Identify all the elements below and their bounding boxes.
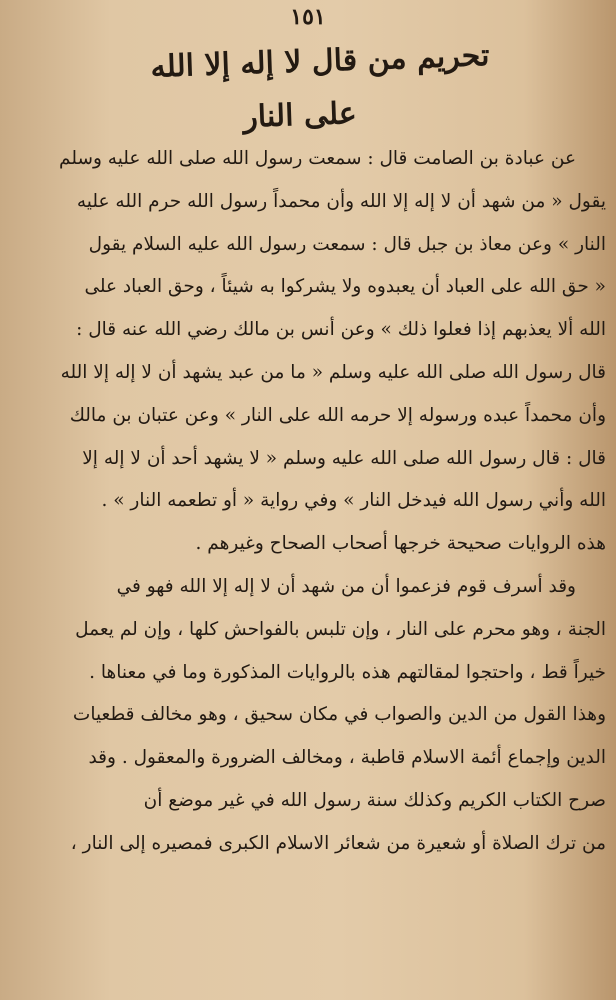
text-line: الجنة ، وهو محرم على النار ، وإن تلبس بالفواحش كلها ، وإن لم يعمل bbox=[75, 618, 606, 640]
text-line: هذه الروايات صحيحة خرجها أصحاب الصحاح وغيرهم . bbox=[195, 533, 606, 555]
chapter-heading-line1: تحريم من قال لا إله إلا الله bbox=[149, 38, 491, 85]
text-line: « حق الله على العباد أن يعبدوه ولا يشركوا به شيئاً ، وحق العباد على bbox=[84, 276, 606, 298]
text-line: الدين وإجماع أئمة الاسلام قاطبة ، ومخالف الضرورة والمعقول . وقد bbox=[88, 747, 606, 769]
text-line: الله وأني رسول الله فيدخل النار » وفي رواية « أو تطعمه النار » . bbox=[101, 490, 606, 512]
text-line: من ترك الصلاة أو شعيرة من شعائر الاسلام الكبرى فمصيره إلى النار ، bbox=[70, 832, 606, 854]
text-line: يقول « من شهد أن لا إله إلا الله وأن محمداً رسول الله حرم الله عليه bbox=[76, 190, 606, 212]
text-line: الله ألا يعذبهم إذا فعلوا ذلك » وعن أنس بن مالك رضي الله عنه قال : bbox=[76, 319, 606, 341]
text-line: وأن محمداً عبده ورسوله إلا حرمه الله على النار » وعن عتبان بن مالك bbox=[69, 404, 606, 426]
text-line: وقد أسرف قوم فزعموا أن من شهد أن لا إله إلا الله فهو في bbox=[116, 575, 576, 597]
text-line: النار » وعن معاذ بن جبل قال : سمعت رسول الله عليه السلام يقول bbox=[88, 233, 606, 255]
text-line: عن عبادة بن الصامت قال : سمعت رسول الله صلى الله عليه وسلم bbox=[59, 148, 576, 169]
text-line: قال رسول الله صلى الله عليه وسلم « ما من عبد يشهد أن لا إله إلا الله bbox=[60, 361, 606, 383]
text-line: صرح الكتاب الكريم وكذلك سنة رسول الله في غير موضع أن bbox=[143, 789, 606, 811]
body-text bbox=[8, 138, 606, 866]
chapter-heading-line2: على النار bbox=[242, 96, 358, 135]
text-line: وهذا القول من الدين والصواب في مكان سحيق ، وهو مخالف قطعيات bbox=[72, 704, 606, 726]
page-number: ١٥١ bbox=[290, 4, 326, 30]
text-line: قال : قال رسول الله صلى الله عليه وسلم « لا يشهد أحد أن لا إله إلا bbox=[82, 447, 606, 469]
text-line: خيراً قط ، واحتجوا لمقالتهم هذه بالروايات المذكورة وما في معناها . bbox=[89, 661, 606, 683]
